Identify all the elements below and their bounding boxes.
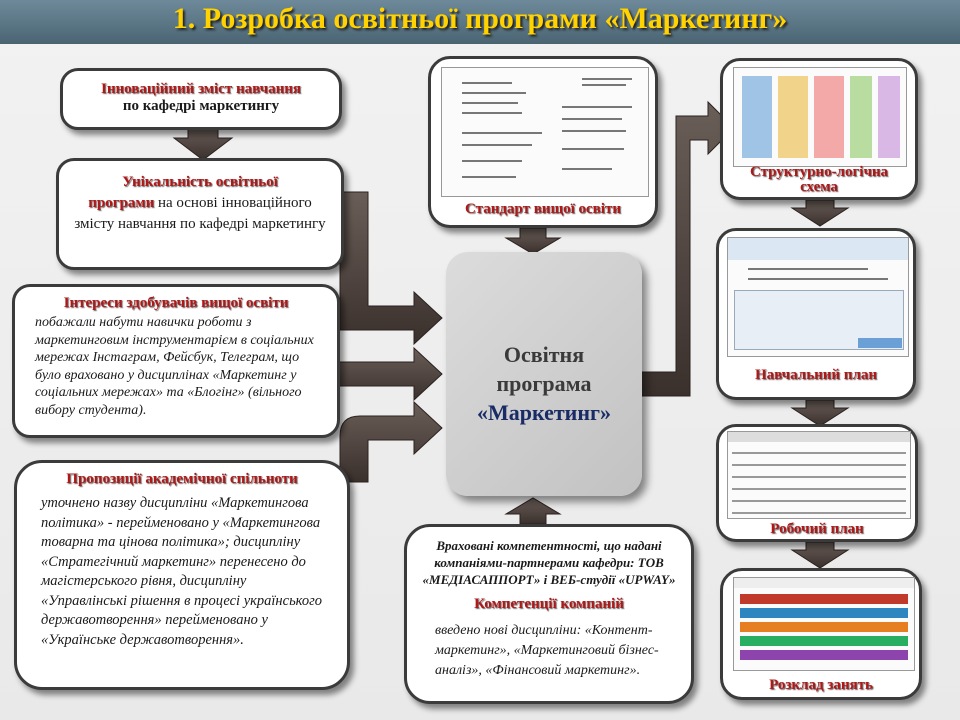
academic-box [14, 460, 350, 690]
standard-caption: Стандарт вищої освіти [465, 201, 621, 217]
arrow-interests-center [336, 348, 442, 400]
work-plan-caption: Робочий план [770, 521, 864, 537]
uniqueness-red-2: програми [88, 195, 155, 211]
structure-scheme-box [720, 58, 918, 200]
page-title: 1. Розробка освітньої програми «Маркетинг» [172, 2, 788, 35]
interests-box [12, 284, 340, 438]
arrow-standard-center [506, 228, 560, 254]
uniqueness-red-1: Унікальність освітньої [122, 174, 278, 190]
center-program-box [446, 252, 642, 496]
curriculum-caption: Навчальний план [754, 367, 877, 383]
companies-heading: Компетенції компаній [474, 596, 624, 612]
schedule-caption: Розклад занять [769, 677, 873, 693]
arrow-academic-center [340, 402, 442, 482]
arrow-down-right-1 [792, 200, 848, 226]
schedule-image [733, 577, 915, 671]
innovation-line-2: по кафедрі маркетингу [122, 98, 280, 114]
companies-body: введено нові дисципліни: «Контент-маркетинг», «Маркетинговий бізнес-аналіз», «Фінансовий маркетинг». [435, 623, 659, 678]
curriculum-image [727, 237, 909, 357]
work-plan-box [716, 424, 918, 542]
innovation-box [60, 68, 342, 130]
companies-intro: Враховані компетентності, що надані компаніями-партнерами кафедри: ТОВ «МЕДІАСАППОРТ» і ВЕБ-студії «UPWAY» [422, 538, 676, 587]
academic-body: уточнено назву дисципліни «Маркетингова політика» - перейменовано у «Маркетингова товарна та цінова політика»; дисципліну «Стратегічний маркетинг» перенесено до магістерського рівня, дисципліну «Управлінські рішення в процесі українського державотворення» перейменовано у «Українське державотворення». [41, 495, 323, 648]
arrow-down-right-2 [792, 400, 848, 426]
standard-document-image [441, 67, 649, 197]
arrow-down-right-3 [792, 542, 848, 568]
work-plan-image [727, 431, 911, 519]
uniqueness-rest: на основі інноваційного змісту навчання по кафедрі маркетингу [74, 195, 326, 232]
academic-heading: Пропозиції академічної спільноти [66, 471, 298, 487]
structure-scheme-image [733, 67, 907, 167]
innovation-line-1: Інноваційний зміст навчання [101, 81, 301, 97]
center-line-3: «Маркетинг» [476, 400, 612, 425]
interests-body: побажали набути навички роботи з маркетинговим інструментарієм в соціальних мережах Інстаграм, Фейсбук, Телеграм, що було враховано у дисциплінах «Маркетинг у соціальних мережах» та «Блогінг» (вільного вибору студента). [35, 315, 314, 418]
structure-scheme-caption: Структурно-логічна схема [749, 164, 889, 195]
standard-box [428, 56, 658, 228]
arrow-down-1 [174, 128, 232, 160]
arrow-uniqueness-center [340, 192, 442, 344]
uniqueness-box [56, 158, 344, 270]
companies-box [404, 524, 694, 704]
curriculum-box [716, 228, 916, 400]
schedule-box [720, 568, 922, 700]
arrow-companies-center [506, 498, 560, 524]
interests-heading: Інтереси здобувачів вищої освіти [63, 295, 289, 311]
center-line-2: програма [496, 371, 592, 396]
center-line-1: Освітня [503, 342, 585, 367]
